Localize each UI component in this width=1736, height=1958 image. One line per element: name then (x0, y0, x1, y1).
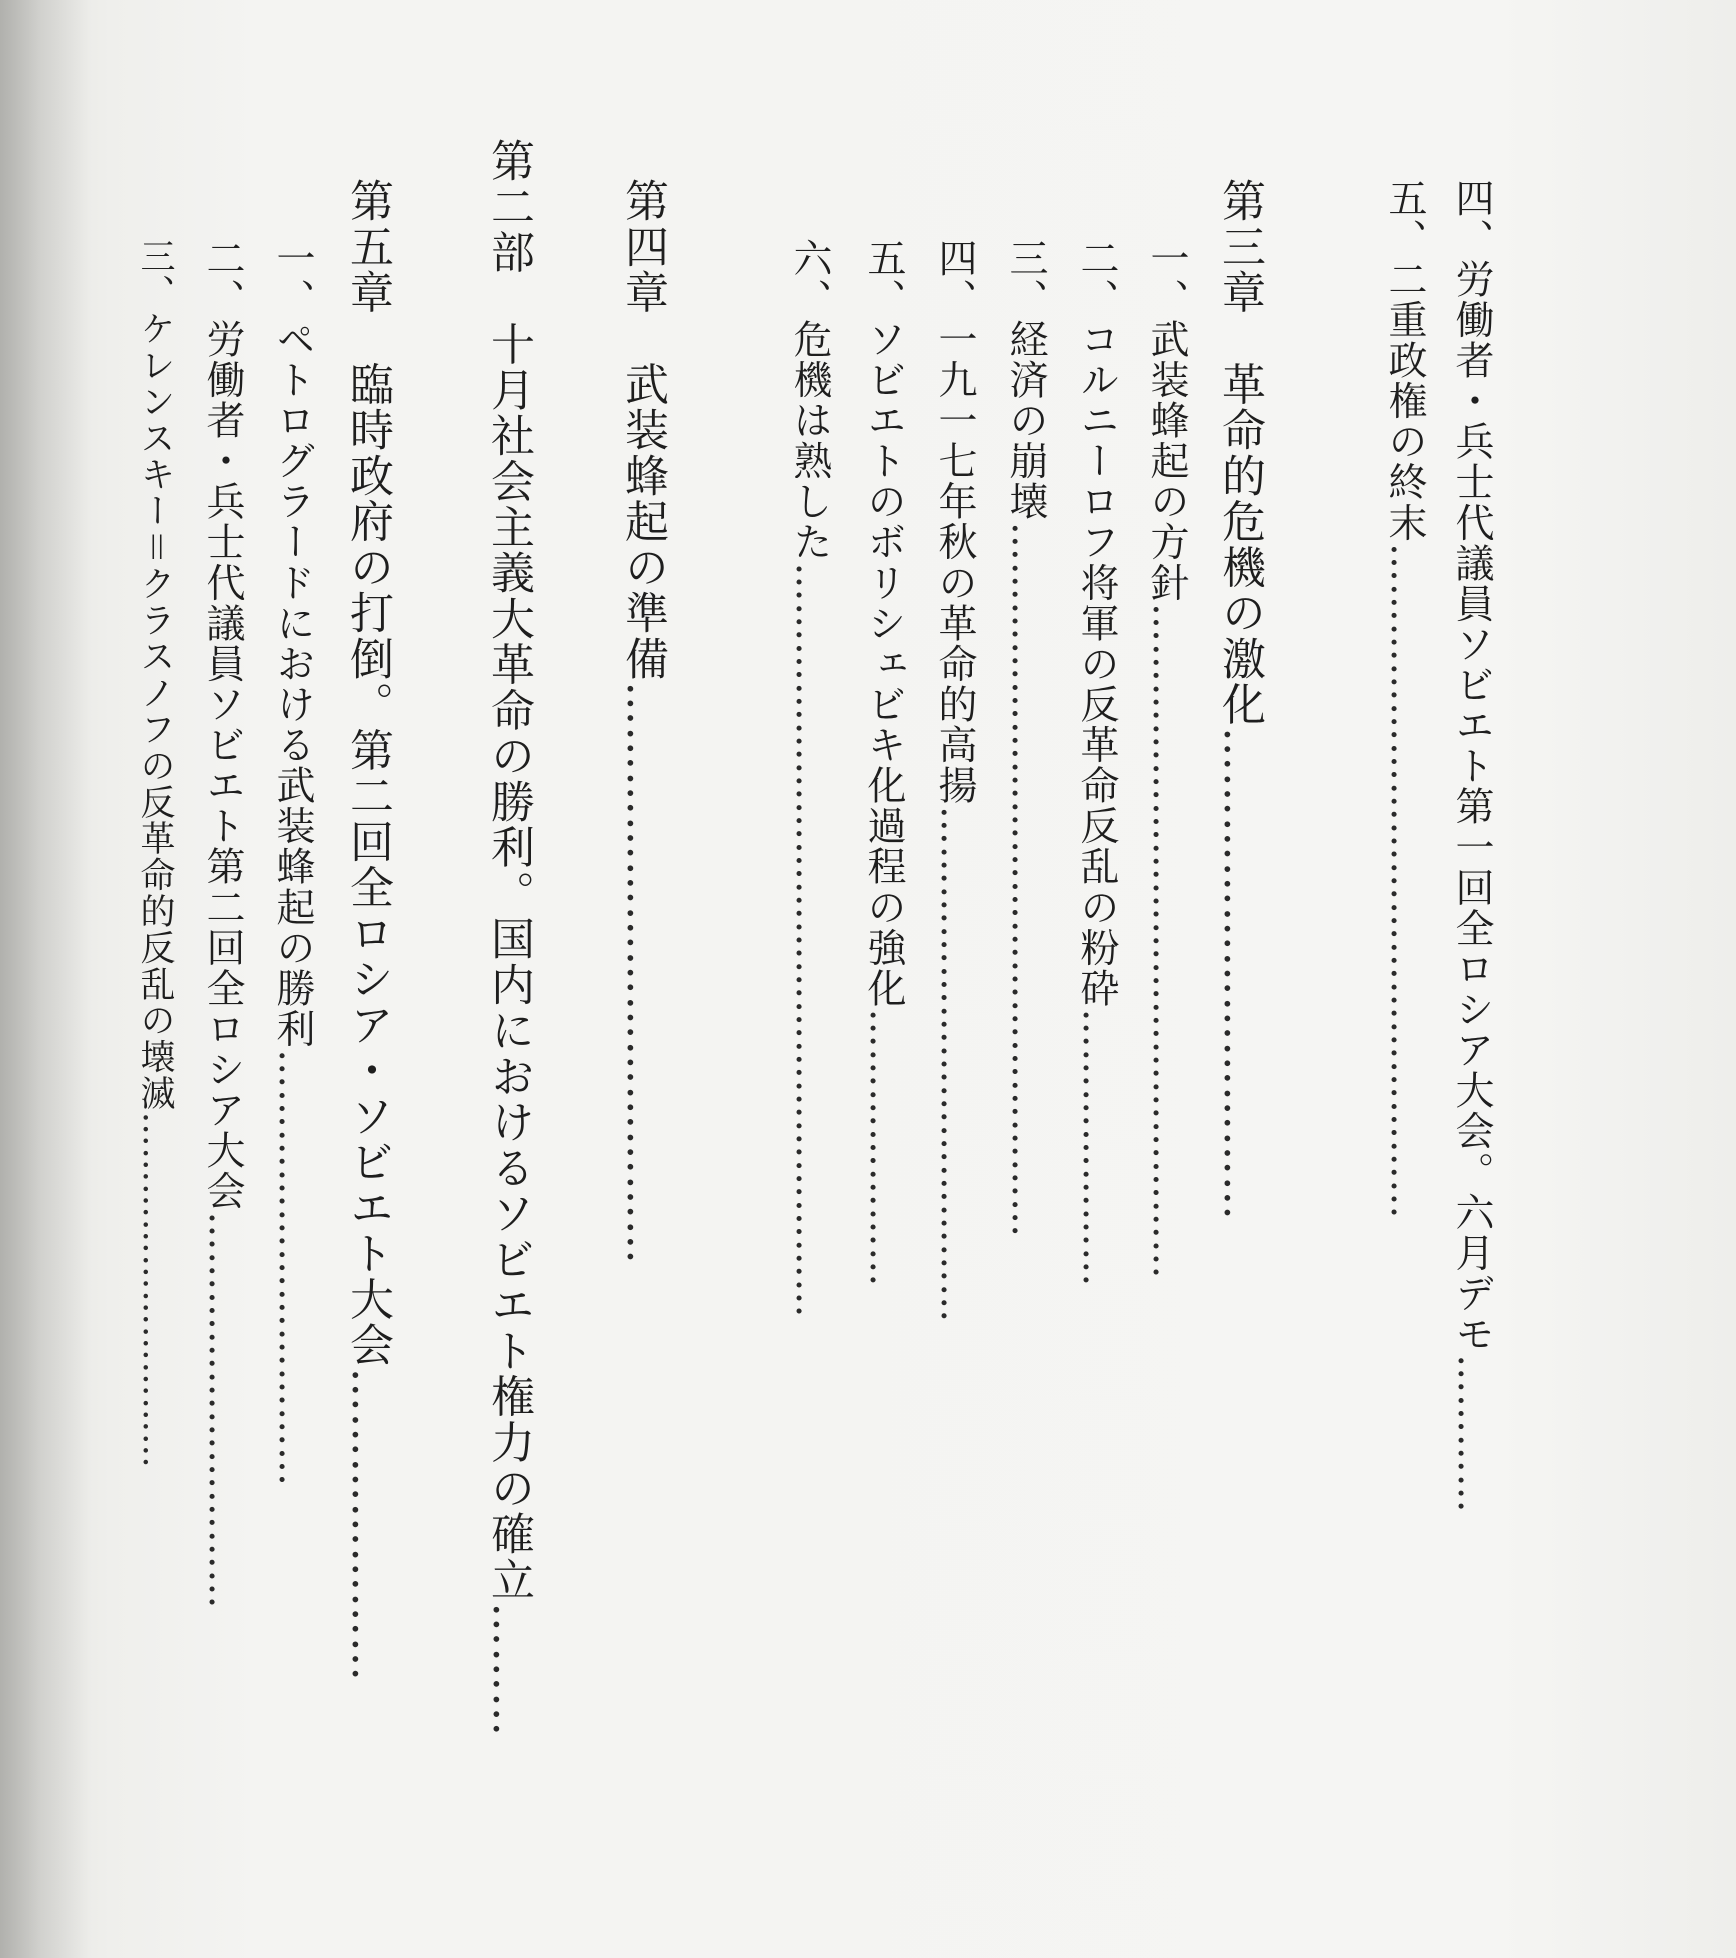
toc-entry-section (1144, 238, 1189, 1280)
toc-entry-chapter (617, 178, 668, 1265)
toc-leader-dots: ………………………………… (932, 805, 977, 1323)
toc-entry-title: 第五章 臨時政府の打倒。第二回全ロシア・ソビエト大会 (342, 178, 393, 1368)
toc-entry-section (135, 238, 175, 1469)
toc-leader-dots: ………………… (342, 1367, 393, 1682)
binding-gutter-shadow (0, 0, 90, 1958)
toc-entry-section (1382, 178, 1427, 1220)
toc-leader-dots: ……… (483, 1602, 534, 1737)
toc-leader-dots: ………… (1449, 1354, 1494, 1514)
toc-leader-dots: ………………… (861, 1008, 906, 1288)
toc-leader-dots: …………………………… (270, 1049, 315, 1487)
toc-entry-title: 二、労働者・兵士代議員ソビエト第二回全ロシア大会 (200, 238, 245, 1212)
toc-leader-dots: ………………………………………………… (787, 562, 832, 1319)
toc-entry-title: 四、一九一七年秋の革命的高揚 (932, 238, 977, 806)
toc-entry-title: 六、危機は熟した (787, 238, 832, 563)
toc-leader-dots: ………………………………… (617, 681, 668, 1265)
toc-leader-dots: …………………………………………… (1144, 603, 1189, 1280)
toc-entry-title: 第四章 武装蜂起の準備 (617, 178, 668, 682)
toc-entry-part (483, 138, 534, 1737)
toc-entry-title: 三、経済の崩壊 (1003, 238, 1048, 522)
toc-entry-section (787, 238, 832, 1319)
toc-entry-section (200, 238, 245, 1610)
toc-leader-dots: ……………………………………………… (1003, 521, 1048, 1238)
toc-entry-title: 三、ケレンスキー＝クラスノフの反革命的反乱の壊滅 (135, 238, 175, 1112)
toc-entry-chapter (342, 178, 393, 1682)
toc-entry-title: 二、コルニーロフ将軍の反革命反乱の粉砕 (1074, 238, 1119, 1009)
toc-entry-section (1074, 238, 1119, 1288)
toc-entry-chapter (1214, 178, 1265, 1221)
toc-leader-dots: ………………………… (200, 1211, 245, 1610)
toc-entry-section (1003, 238, 1048, 1238)
toc-leader-dots: …………………………………………… (1382, 543, 1427, 1220)
toc-entry-title: 第三章 革命的危機の激化 (1214, 178, 1265, 728)
toc-leader-dots: ………………… (1074, 1008, 1119, 1288)
toc-entry-title: 四、労働者・兵士代議員ソビエト第一回全ロシア大会。六月デモ (1449, 178, 1494, 1355)
toc-entry-title: 一、ペトログラードにおける武装蜂起の勝利 (270, 238, 315, 1050)
toc-entry-section (861, 238, 906, 1288)
toc-leader-dots: ………………………… (135, 1111, 175, 1469)
toc-entry-title: 第二部 十月社会主義大革命の勝利。国内におけるソビエト権力の確立 (483, 138, 534, 1603)
toc-entry-title: 一、武装蜂起の方針 (1144, 238, 1189, 604)
toc-entry-section (1449, 178, 1494, 1514)
toc-entry-section (270, 238, 315, 1487)
toc-entry-title: 五、二重政権の終末 (1382, 178, 1427, 544)
toc-leader-dots: …………………………… (1214, 727, 1265, 1221)
toc-entry-section (932, 238, 977, 1323)
toc-entry-title: 五、ソビエトのボリシェビキ化過程の強化 (861, 238, 906, 1009)
